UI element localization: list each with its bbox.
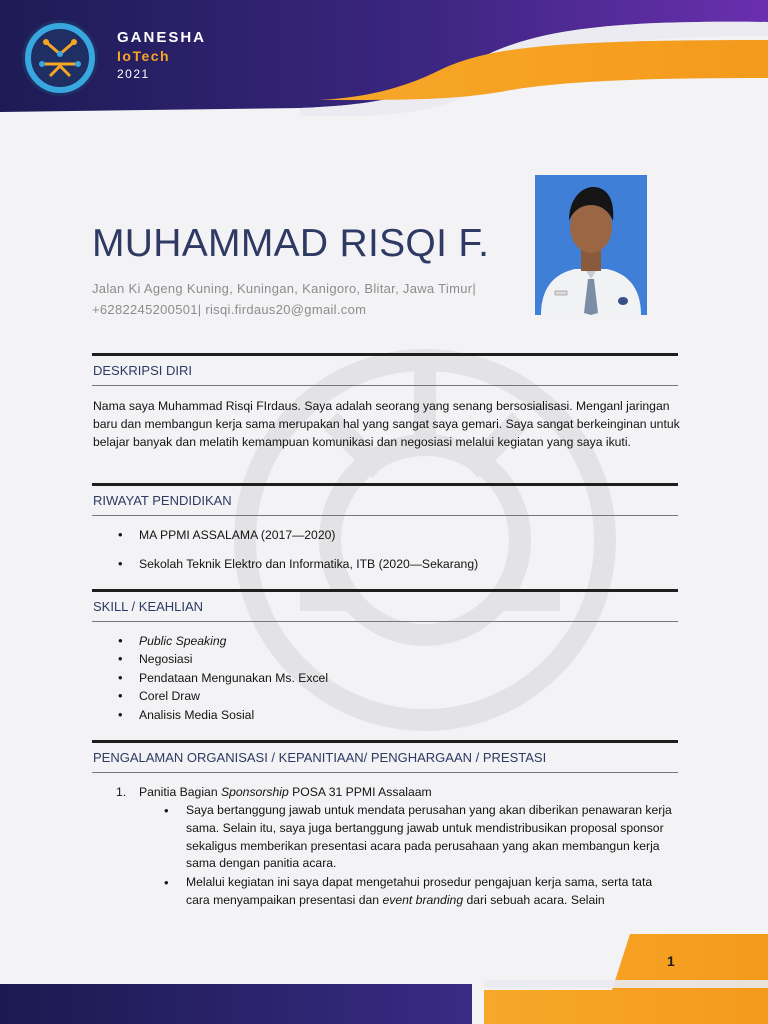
brand-line2: IoTech [117,48,171,64]
experience-bullets [164,802,674,911]
section-heading-skill: SKILL / KEAHLIAN [92,589,678,622]
brand-text [117,30,206,80]
deskripsi-text: Nama saya Muhammad Risqi FIrdaus. Saya adalah seorang yang senang bersosialisasi. Menganl jaringan baru dan membangun kerja sama merupakan hal yang sangat saya gemari. Saya sangat berkeinginan untuk belajar banyak dan melatih kemampuan komunikasi dan negosiasi melalui kegiatan yang saya ikuti. [93,399,680,450]
brand-line1: GANESHA [117,29,207,46]
profile-name: MUHAMMAD RISQI F. [92,222,490,265]
education-list [118,526,478,574]
experience-title-em: Sponsorship [221,785,289,799]
experience-bullet [164,874,674,910]
section-heading-deskripsi: DESKRIPSI DIRI [92,353,678,386]
profile-address: Jalan Ki Ageng Kuning, Kuningan, Kanigoro, Blitar, Jawa Timur| [92,281,477,296]
experience-item-1 [116,783,432,801]
skill-item: • Public Speaking [118,632,328,650]
bullet2-post: dari sebuah acara. Selain [463,892,605,907]
education-item: • MA PPMI ASSALAMA (2017—2020) [118,526,478,544]
profile-phone-email: +6282245200501| risqi.firdaus20@gmail.com [92,302,367,317]
bullet2-pre: Melalui kegiatan ini saya dapat mengetahui prosedur pengajuan kerja sama, serta tata cara menyampaikan presentasi dan [186,875,653,907]
profile-contact [92,278,512,320]
skill-item: • Corel Draw [118,687,328,705]
skill-item: • Pendataan Mengunakan Ms. Excel [118,669,328,687]
page-number: 1 [667,953,675,969]
bullet2-em: event branding [382,892,464,907]
section-heading-pengalaman: PENGALAMAN ORGANISASI / KEPANITIAAN/ PENGHARGAAN / PRESTASI [92,740,678,773]
skill-list [118,632,328,724]
education-item: • Sekolah Teknik Elektro dan Informatika, ITB (2020—Sekarang) [118,555,478,573]
skill-item: • Analisis Media Sosial [118,706,328,724]
experience-title-pre: Panitia Bagian [139,785,221,799]
skill-item: • Negosiasi [118,650,328,668]
profile-photo [535,175,647,315]
section-heading-pendidikan: RIWAYAT PENDIDIKAN [92,483,678,516]
experience-title-post: POSA 31 PPMI Assalaam [288,785,432,799]
brand-line3: 2021 [117,67,150,81]
experience-bullet: • Saya bertanggung jawab untuk mendata perusahan yang akan diberikan penawaran kerja sama. Selain itu, saya juga bertanggung jawab untuk mendistribusikan proposal sponsor sekaligus memberikan presentasi acara pada perusahaan yang akan membangun kerja sama dengan panitia acara. [164,802,674,873]
experience-number: 1. [116,785,127,799]
